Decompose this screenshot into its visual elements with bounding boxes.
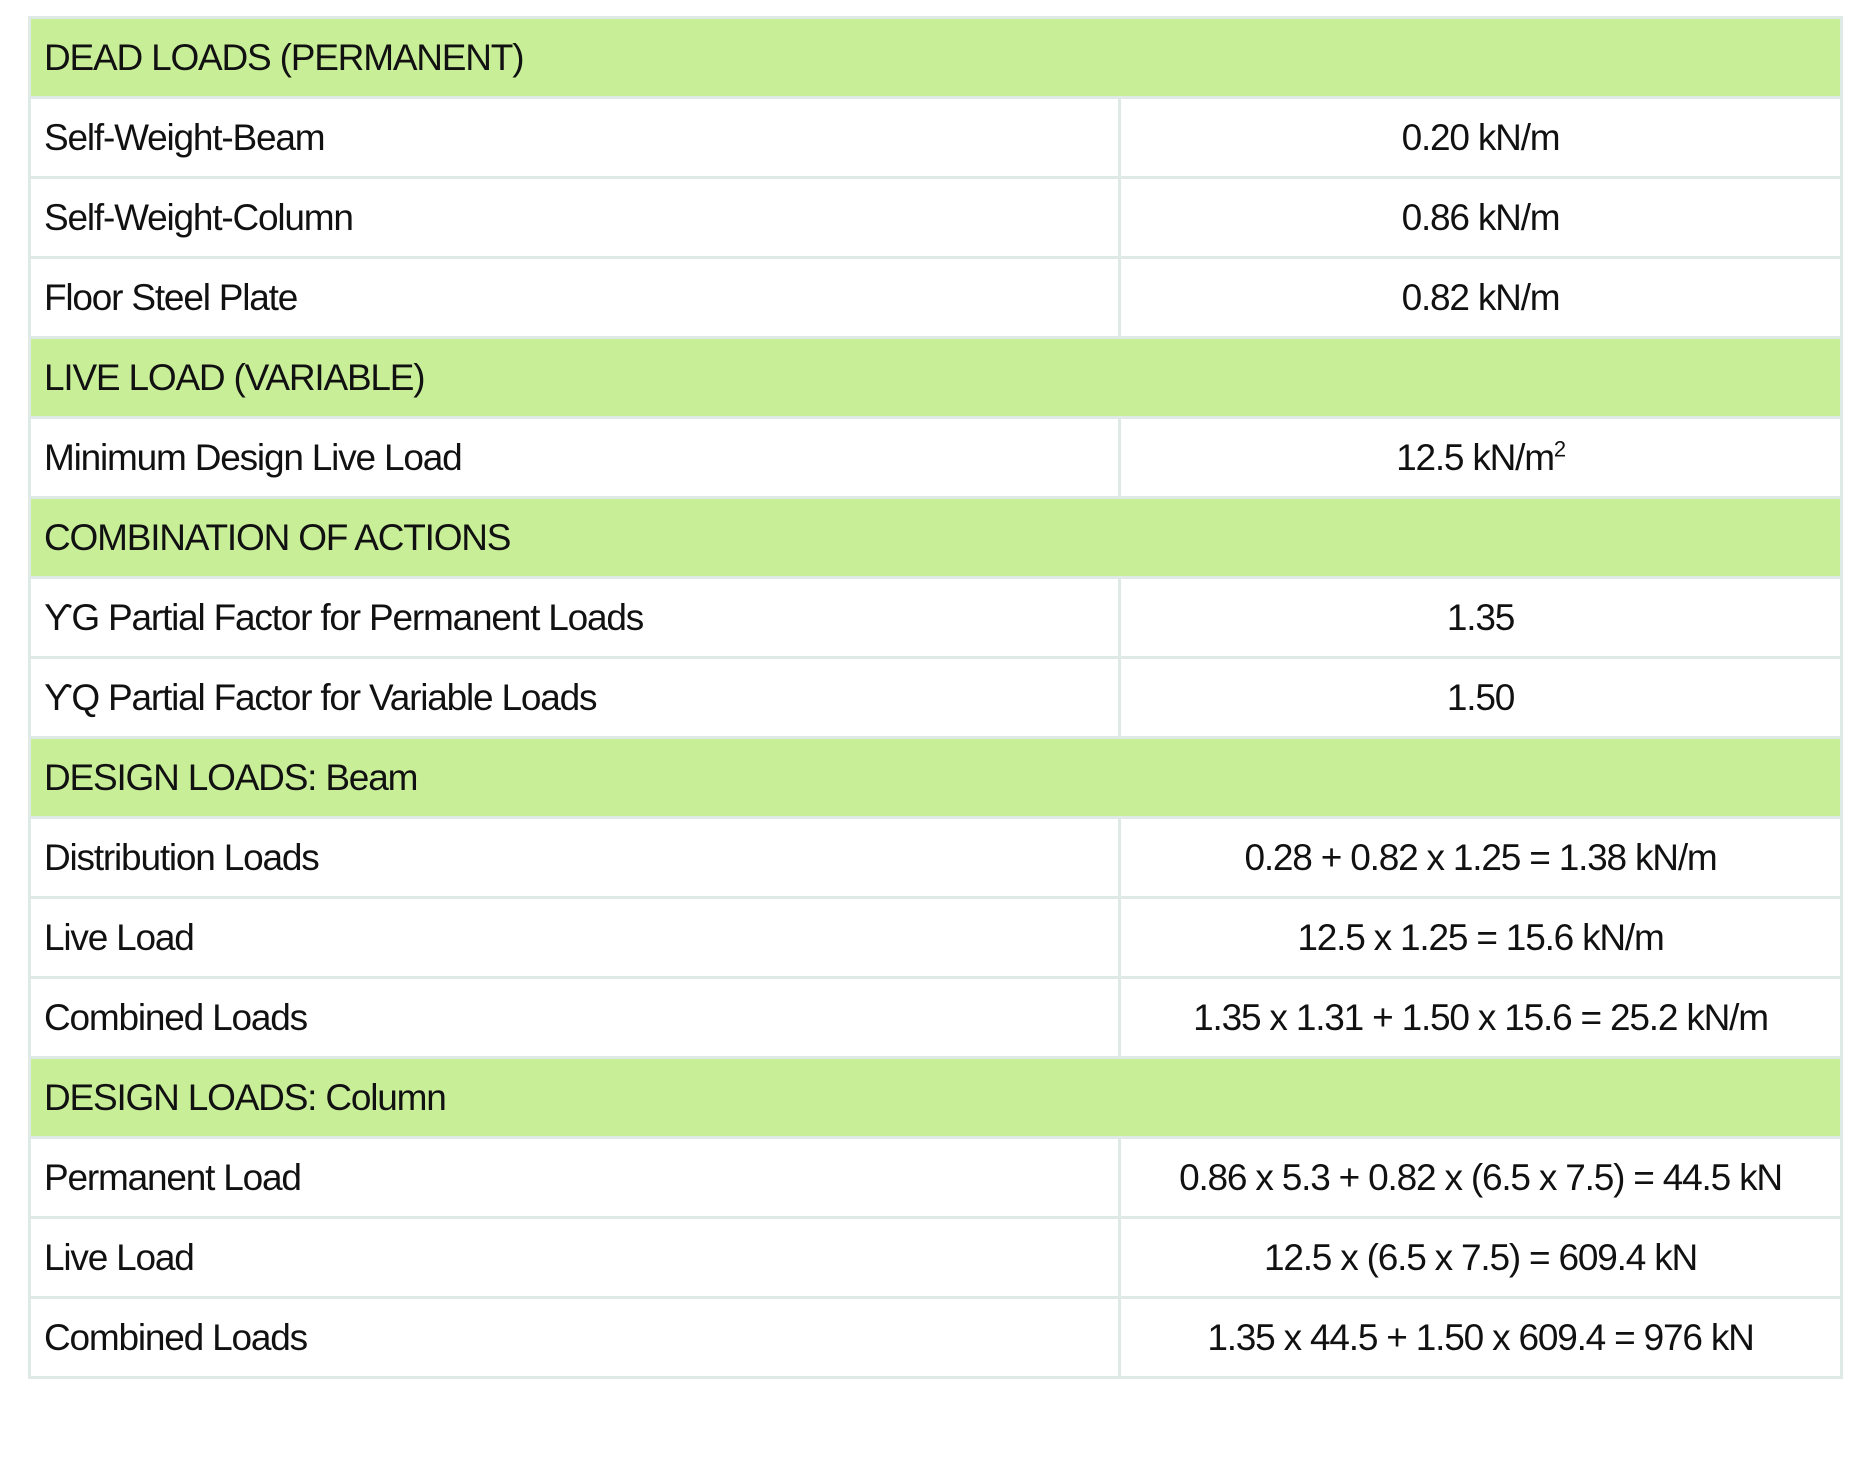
section-title: DESIGN LOADS: Column (30, 1058, 1842, 1138)
row-value: 0.86 x 5.3 + 0.82 x (6.5 x 7.5) = 44.5 kN (1120, 1138, 1842, 1218)
row-label: Combined Loads (30, 978, 1120, 1058)
table-row (30, 1138, 1842, 1218)
row-value: 0.20 kN/m (1120, 98, 1842, 178)
table-row (30, 978, 1842, 1058)
row-label: Self-Weight-Beam (30, 98, 1120, 178)
row-label: Live Load (30, 1218, 1120, 1298)
row-value: 0.86 kN/m (1120, 178, 1842, 258)
row-label: Self-Weight-Column (30, 178, 1120, 258)
table-row (30, 1218, 1842, 1298)
section-title: COMBINATION OF ACTIONS (30, 498, 1842, 578)
section-title: LIVE LOAD (VARIABLE) (30, 338, 1842, 418)
row-value: 12.5 kN/m (1396, 436, 1554, 478)
table-row (30, 258, 1842, 338)
section-header-design-loads-beam (30, 738, 1842, 818)
row-label: Minimum Design Live Load (30, 418, 1120, 498)
table-row (30, 178, 1842, 258)
row-value: 12.5 x (6.5 x 7.5) = 609.4 kN (1120, 1218, 1842, 1298)
row-label: Distribution Loads (30, 818, 1120, 898)
section-title: DESIGN LOADS: Beam (30, 738, 1842, 818)
row-value: 0.82 kN/m (1120, 258, 1842, 338)
row-label: Floor Steel Plate (30, 258, 1120, 338)
table-row (30, 898, 1842, 978)
table-row (30, 418, 1842, 498)
table-row (30, 1298, 1842, 1378)
table-row (30, 818, 1842, 898)
section-header-design-loads-column (30, 1058, 1842, 1138)
section-title: DEAD LOADS (PERMANENT) (30, 18, 1842, 98)
table-row (30, 658, 1842, 738)
row-value: 1.35 x 1.31 + 1.50 x 15.6 = 25.2 kN/m (1120, 978, 1842, 1058)
row-label: Combined Loads (30, 1298, 1120, 1378)
row-label: Permanent Load (30, 1138, 1120, 1218)
table-row (30, 578, 1842, 658)
row-value: 1.35 x 44.5 + 1.50 x 609.4 = 976 kN (1120, 1298, 1842, 1378)
row-value: 1.50 (1120, 658, 1842, 738)
section-header-combination-of-actions (30, 498, 1842, 578)
load-table (28, 16, 1843, 1379)
row-value-cell (1120, 418, 1842, 498)
table-row (30, 98, 1842, 178)
row-value: 12.5 x 1.25 = 15.6 kN/m (1120, 898, 1842, 978)
superscript-exponent: 2 (1553, 436, 1565, 462)
row-label: ϒG Partial Factor for Permanent Loads (30, 578, 1120, 658)
row-value: 1.35 (1120, 578, 1842, 658)
row-label: ϒQ Partial Factor for Variable Loads (30, 658, 1120, 738)
section-header-dead-loads (30, 18, 1842, 98)
row-label: Live Load (30, 898, 1120, 978)
row-value: 0.28 + 0.82 x 1.25 = 1.38 kN/m (1120, 818, 1842, 898)
section-header-live-load (30, 338, 1842, 418)
